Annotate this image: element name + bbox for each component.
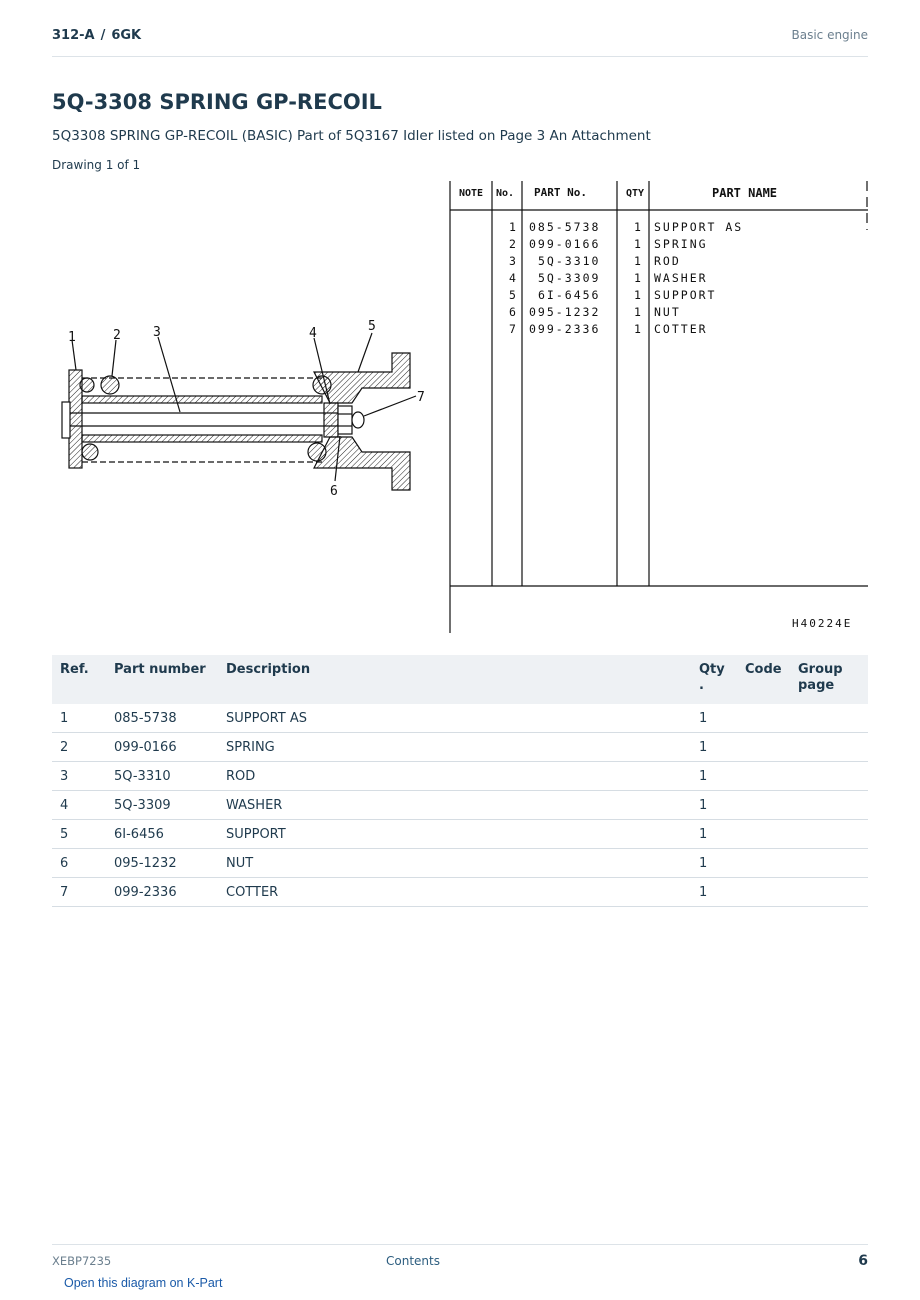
cell-ref: 4 [52, 791, 106, 820]
drawing-parts-list [450, 181, 868, 633]
cell-group-page [790, 878, 868, 907]
column-header-group-page [790, 655, 868, 704]
drawing-row-name: SPRING [654, 237, 708, 251]
cell-code [737, 733, 790, 762]
column-header-ref: Ref. [52, 655, 106, 704]
callout-1: 1 [68, 330, 76, 345]
drawing-row-part-no: 6I-6456 [538, 288, 601, 302]
parts-table [52, 655, 868, 907]
callout-4: 4 [309, 326, 317, 341]
cell-description: SPRING [218, 733, 691, 762]
table-row [52, 762, 868, 791]
cell-part-number: 5Q-3309 [106, 791, 218, 820]
drawing-header-part-name: PART NAME [712, 186, 778, 200]
parts-drawing [52, 178, 868, 638]
drawing-row-part-no: 5Q-3309 [538, 271, 601, 285]
drawing-row-qty: 1 [634, 254, 643, 268]
table-row [52, 849, 868, 878]
cell-description: SUPPORT AS [218, 704, 691, 733]
drawing-row-part-no: 095-1232 [529, 305, 601, 319]
breadcrumb [52, 28, 141, 43]
drawing-label: Drawing 1 of 1 [52, 158, 141, 172]
cell-qty: 1 [691, 849, 737, 878]
table-row [52, 878, 868, 907]
page-title: 5Q-3308 SPRING GP-RECOIL [52, 90, 382, 114]
cell-group-page [790, 704, 868, 733]
drawing-row-name: SUPPORT AS [654, 220, 744, 234]
cell-group-page [790, 820, 868, 849]
assembly-illustration [62, 333, 416, 490]
cell-part-number: 095-1232 [106, 849, 218, 878]
cell-group-page [790, 733, 868, 762]
cell-part-number: 5Q-3310 [106, 762, 218, 791]
drawing-row-name: WASHER [654, 271, 708, 285]
cell-description: WASHER [218, 791, 691, 820]
drawing-row-no: 2 [509, 237, 518, 251]
callout-5: 5 [368, 319, 376, 334]
drawing-row-name: NUT [654, 305, 681, 319]
group-header-line1: Group [798, 662, 843, 677]
cell-ref: 7 [52, 878, 106, 907]
cell-qty: 1 [691, 733, 737, 762]
cell-group-page [790, 791, 868, 820]
drawing-row-qty: 1 [634, 288, 643, 302]
callout-2: 2 [113, 328, 121, 343]
section-name: Basic engine [791, 28, 868, 42]
group-header-line2: page [798, 678, 835, 693]
table-row [52, 704, 868, 733]
drawing-row-no: 4 [509, 271, 518, 285]
table-row [52, 791, 868, 820]
drawing-row-no: 6 [509, 305, 518, 319]
cell-qty: 1 [691, 704, 737, 733]
drawing-row-qty: 1 [634, 322, 643, 336]
column-header-qty [691, 655, 737, 704]
drawing-row-part-no: 085-5738 [529, 220, 601, 234]
drawing-row-qty: 1 [634, 305, 643, 319]
cell-part-number: 099-0166 [106, 733, 218, 762]
page-header [52, 28, 868, 57]
drawing-header-part-no: PART No. [534, 186, 587, 199]
column-header-part-number: Part number [106, 655, 218, 704]
cell-code [737, 849, 790, 878]
cell-description: NUT [218, 849, 691, 878]
model-number: 312-A [52, 28, 95, 43]
callout-3: 3 [153, 325, 161, 340]
drawing-header-no: No. [496, 188, 515, 199]
drawing-row-no: 7 [509, 322, 518, 336]
column-header-code: Code [737, 655, 790, 704]
cell-code [737, 762, 790, 791]
cell-code [737, 820, 790, 849]
qty-header-line1: Qty [699, 662, 725, 677]
cell-qty: 1 [691, 762, 737, 791]
cell-code [737, 791, 790, 820]
drawing-row-qty: 1 [634, 220, 643, 234]
cell-part-number: 6I-6456 [106, 820, 218, 849]
callout-6: 6 [330, 484, 338, 499]
cell-ref: 2 [52, 733, 106, 762]
qty-header-line2: . [699, 678, 704, 693]
cell-group-page [790, 762, 868, 791]
drawing-row-no: 1 [509, 220, 518, 234]
cell-qty: 1 [691, 791, 737, 820]
drawing-header-qty: QTY [626, 188, 645, 199]
cell-ref: 1 [52, 704, 106, 733]
drawing-row-name: COTTER [654, 322, 708, 336]
drawing-row-no: 3 [509, 254, 518, 268]
open-in-kpart-link[interactable]: Open this diagram on K-Part [64, 1276, 223, 1290]
drawing-row-part-no: 099-2336 [529, 322, 601, 336]
serial-prefix: 6GK [111, 28, 142, 43]
document-id: XEBP7235 [52, 1254, 112, 1268]
page-footer [52, 1244, 868, 1275]
drawing-row-qty: 1 [634, 271, 643, 285]
page-number: 6 [858, 1253, 868, 1269]
cell-description: COTTER [218, 878, 691, 907]
breadcrumb-separator: / [100, 28, 106, 43]
page-subtitle: 5Q3308 SPRING GP-RECOIL (BASIC) Part of 5Q3167 Idler listed on Page 3 An Attachment [52, 128, 651, 144]
cell-ref: 5 [52, 820, 106, 849]
table-row [52, 820, 868, 849]
cell-qty: 1 [691, 820, 737, 849]
cell-group-page [790, 849, 868, 878]
cell-part-number: 085-5738 [106, 704, 218, 733]
callout-7: 7 [417, 390, 425, 405]
table-header-row [52, 655, 868, 704]
drawing-row-name: ROD [654, 254, 681, 268]
column-header-description: Description [218, 655, 691, 704]
cell-code [737, 878, 790, 907]
drawing-code: H40224E [792, 617, 853, 630]
cell-ref: 3 [52, 762, 106, 791]
cell-qty: 1 [691, 878, 737, 907]
cell-description: ROD [218, 762, 691, 791]
drawing-row-name: SUPPORT [654, 288, 717, 302]
drawing-row-part-no: 099-0166 [529, 237, 601, 251]
drawing-row-no: 5 [509, 288, 518, 302]
cell-part-number: 099-2336 [106, 878, 218, 907]
cell-code [737, 704, 790, 733]
contents-link[interactable]: Contents [386, 1254, 440, 1268]
drawing-row-part-no: 5Q-3310 [538, 254, 601, 268]
table-row [52, 733, 868, 762]
cell-ref: 6 [52, 849, 106, 878]
drawing-row-qty: 1 [634, 237, 643, 251]
cell-description: SUPPORT [218, 820, 691, 849]
drawing-header-note: NOTE [459, 188, 484, 199]
